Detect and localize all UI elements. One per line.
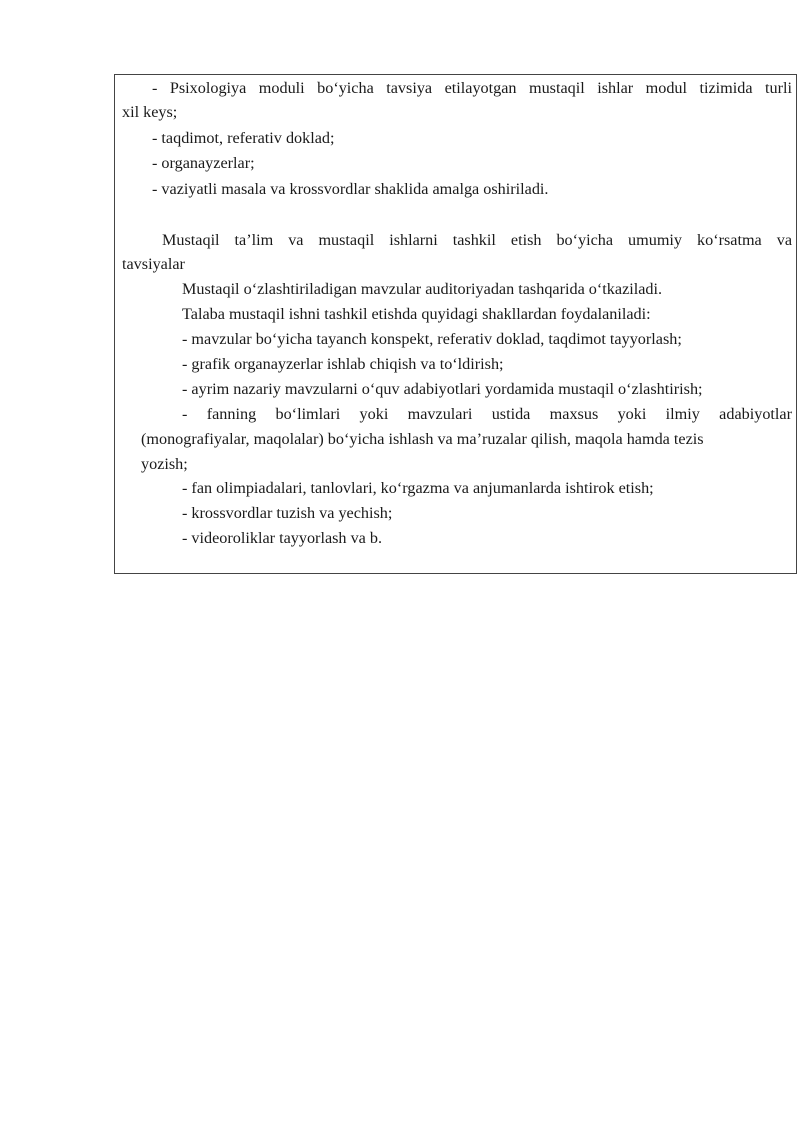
section1-item1-line1: - Psixologiya moduli bo‘yicha tavsiya etilayotgan mustaqil ishlar modul tizimida turli: [152, 79, 792, 97]
section2-item5: - fan olimpiadalari, tanlovlari, ko‘rgazma va anjumanlarda ishtirok etish;: [182, 479, 654, 497]
section1-item4: - vaziyatli masala va krossvordlar shaklida amalga oshiriladi.: [152, 180, 549, 198]
section2-item4-line1: - fanning bo‘limlari yoki mavzulari ustida maxsus yoki ilmiy adabiyotlar: [182, 405, 792, 423]
section2-item1: - mavzular bo‘yicha tayanch konspekt, referativ doklad, taqdimot tayyorlash;: [182, 330, 682, 348]
section2-item7: - videoroliklar tayyorlash va b.: [182, 529, 383, 547]
section2-item4-line2: (monografiyalar, maqolalar) bo‘yicha ishlash va ma’ruzalar qilish, maqola hamda tezis: [141, 430, 704, 448]
section1-item2: - taqdimot, referativ doklad;: [152, 129, 335, 147]
section2-item3: - ayrim nazariy mavzularni o‘quv adabiyotlari yordamida mustaqil o‘zlashtirish;: [182, 380, 703, 398]
section1-item3: - organayzerlar;: [152, 154, 255, 172]
section2-item4-line3: yozish;: [141, 455, 188, 473]
section2-item6: - krossvordlar tuzish va yechish;: [182, 504, 393, 522]
section2-item2: - grafik organayzerlar ishlab chiqish va to‘ldirish;: [182, 355, 504, 373]
section1-item1-line2: xil keys;: [122, 103, 178, 121]
section-heading-line2: tavsiyalar: [122, 255, 185, 273]
section2-intro2: Talaba mustaqil ishni tashkil etishda quyidagi shakllardan foydalaniladi:: [182, 305, 651, 323]
section2-intro1: Mustaqil o‘zlashtiriladigan mavzular auditoriyadan tashqarida o‘tkaziladi.: [182, 280, 663, 298]
section-heading-line1: Mustaqil ta’lim va mustaqil ishlarni tashkil etish bo‘yicha umumiy ko‘rsatma va: [162, 231, 792, 249]
